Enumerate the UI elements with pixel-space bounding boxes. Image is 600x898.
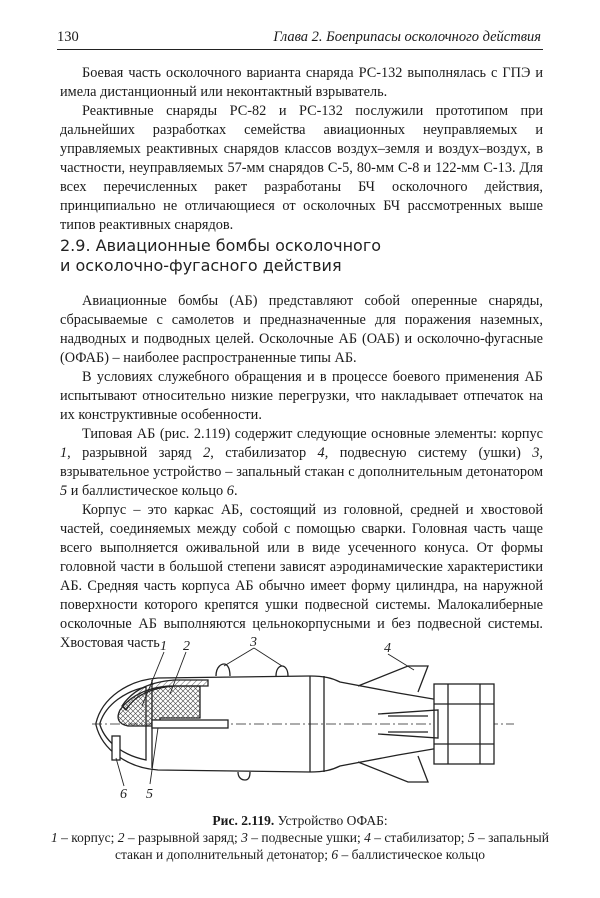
header-rule [57,49,543,50]
legend-text: – подвесные ушки; [247,830,365,845]
ref-number: 6 [226,483,234,499]
text-run: , стабилизатор [210,445,318,461]
figure-caption [40,812,560,863]
caption-title-text: Устройство ОФАБ: [274,813,388,828]
stabilizer-fin [358,756,428,782]
text-run: . [233,483,238,499]
legend-number: 6 [331,847,339,862]
caption-title [40,812,560,829]
text-run: , взрывательное устройство – запальный стакан с дополнительным детонатором [60,445,543,480]
text-run: , разрывной заряд [67,445,204,461]
suspension-lug [238,772,250,780]
legend-number: 5 [467,830,475,845]
paragraph: Авиационные бомбы (АБ) представляют собой оперенные снаряды, сбрасываемые с самолетов и предназначенные для поражения наземных, надводных и подводных целей. Осколочные АБ (ОАБ) и осколочно-фугасные (ОФАБ) – наиболее распространенные типы АБ. [60,293,543,366]
label-3: 3 [250,636,257,650]
legend-text: – разрывной заряд; [124,830,242,845]
legend-number: 2 [117,830,125,845]
ref-number: 2 [203,445,211,461]
section-heading [60,236,480,276]
section-body [60,292,543,653]
paragraph: Боевая часть осколочного варианта снаряда РС-132 выполнялась с ГПЭ и имела дистанционный или неконтактный взрыватель. [60,65,543,100]
legend-text: – стабилизатор; [370,830,468,845]
text-run: , подвесную систему (ушки) [324,445,533,461]
label-1: 1 [160,639,167,654]
label-6: 6 [120,787,127,802]
legend-text: – корпус; [57,830,118,845]
stabilizer-fin [358,666,428,692]
paragraph: Реактивные снаряды РС-82 и РС-132 послужили прототипом при дальнейших разработках семейства авиационных неуправляемых и управляемых реактивных снарядов классов воздух–земля и воздух–воздух, в частности, неуправляемых 57-мм снарядов С-5, 80-мм С-8 и 122-мм С-13. Для всех перечисленных ракет разработаны БЧ осколочного действия, принципиально не отличающиеся от осколочных БЧ рассмотренных выше типов реактивных снарядов. [60,103,543,233]
ref-number: 3 [532,445,540,461]
paragraph: Корпус – это каркас АБ, состоящий из головной, средней и хвостовой частей, соединяемых между собой с помощью сварки. Головная часть чаще всего выполняется оживальной или в виде усеченного конуса. От формы головной части в большой степени зависят аэродинамические характеристики АБ. Средняя часть корпуса АБ обычно имеет форму цилиндра, на наружной поверхности которого крепятся ушки подвесной системы. Малокалиберные осколочные АБ выполняются цельнокорпусными и без подвесной системы. Хвостовая часть [60,502,543,651]
paragraph-typical-bomb [60,425,543,501]
legend-text: – запальный стакан и дополнительный детонатор; [114,830,549,862]
legend-number: 4 [364,830,371,845]
label-4: 4 [384,641,391,656]
section-heading-line: 2.9. Авиационные бомбы осколочного [60,236,382,255]
ref-number: 5 [60,483,68,499]
legend-text: – баллистическое кольцо [338,847,486,862]
text-run: Типовая АБ (рис. 2.119) содержит следующие основные элементы: корпус [82,426,543,442]
page-number: 130 [57,29,79,45]
ref-number: 4 [317,445,325,461]
label-2: 2 [183,639,190,654]
stabilizer-box [434,684,494,764]
text-run: и баллистическое кольцо [67,483,227,499]
paragraph: В условиях служебного обращения и в процессе боевого применения АБ испытывают относительно низкие перегрузки, что накладывает отпечаток на их конструктивные особенности. [60,369,543,423]
caption-legend [40,829,560,863]
legend-number: 1 [51,830,58,845]
running-header [57,27,543,49]
ballistic-ring [112,736,120,760]
legend-number: 3 [241,830,248,845]
bomb-drawing [88,636,520,804]
chapter-title: Глава 2. Боеприпасы осколочного действия [273,29,541,45]
label-5: 5 [146,787,153,802]
suspension-lug [276,666,288,676]
intro-text [60,64,543,235]
bomb-figure [88,636,520,804]
suspension-lug [216,664,230,676]
ref-number: 1 [60,445,68,461]
fuze-cup [152,720,228,728]
figure-number: Рис. 2.119. [212,813,275,828]
section-heading-line: и осколочно-фугасного действия [60,256,342,275]
